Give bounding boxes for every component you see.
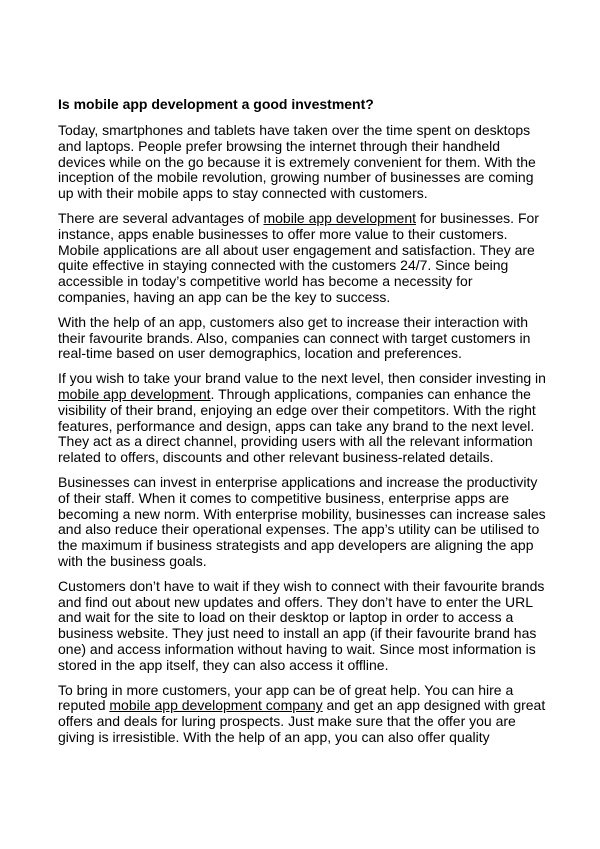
paragraph-7 (58, 683, 546, 746)
paragraph-4 (58, 371, 546, 466)
paragraph-text: and get an app designed with great offers and deals for luring prospects. Just make sure that the offer you are giving is irresistible. With the help of an app, you can also offer quality (58, 697, 546, 745)
article-title: Is mobile app development a good investment? (58, 96, 374, 112)
paragraph-text: . Through applications, companies can enhance the visibility of their brand, enjoying an edge over their competitors. With the right features, performance and design, apps can take any brand to the next level. They act as a direct channel, providing users with all the relevant information related to offers, discounts and other relevant business-related details. (58, 385, 536, 466)
paragraph-text: Today, smartphones and tablets have taken over the time spent on desktops and laptops. People prefer browsing the internet through their handheld devices while on the go because it is extremely convenient for them. With the inception of the mobile revolution, growing number of businesses are coming up with their mobile apps to stay connected with customers. (58, 122, 536, 202)
paragraph-text: Businesses can invest in enterprise applications and increase the productivity of their staff. When it comes to competitive business, enterprise apps are becoming a new norm. With enterprise mobility, businesses can increase sales and also reduce their operational expenses. The app’s utility can be utilised to the maximum if business strategists and app developers are aligning the app with the business goals. (58, 473, 546, 569)
paragraph-text: for businesses. For instance, apps enable businesses to offer more value to their customers. Mobile applications are all about user engagement and satisfaction. They are quite effective in staying connected with the customers 24/7. Since being accessible in today’s competitive world has become a necessity for companies, having an app can be the key to success. (58, 209, 539, 305)
document-page (58, 96, 546, 755)
paragraph-6 (58, 579, 546, 674)
mobile-app-development-link[interactable]: mobile app development (58, 385, 211, 402)
paragraph-text: To bring in more customers, your app can be of great help. You can hire a reputed (58, 681, 514, 714)
paragraph-text: If you wish to take your brand value to the next level, then consider investing in (58, 370, 546, 387)
paragraph-text: With the help of an app, customers also get to increase their interaction with their favourite brands. Also, companies can connect with target customers in real-time based on user demographics, location and preferences. (58, 313, 531, 362)
paragraph-2 (58, 211, 546, 306)
paragraph-text: Customers don’t have to wait if they wish to connect with their favourite brands and find out about new updates and offers. They don’t have to enter the URL and wait for the site to load on their desktop or laptop in order to access a business website. They just need to install an app (if their favourite brand has one) and access information without having to wait. Since most information is stored in the app itself, they can also access it offline. (58, 577, 545, 673)
paragraph-5 (58, 475, 546, 570)
paragraph-text: There are several advantages of (58, 209, 264, 226)
paragraph-1 (58, 123, 546, 202)
mobile-app-development-company-link[interactable]: mobile app development company (109, 697, 323, 714)
paragraph-3 (58, 315, 546, 362)
mobile-app-development-link[interactable]: mobile app development (263, 209, 417, 226)
